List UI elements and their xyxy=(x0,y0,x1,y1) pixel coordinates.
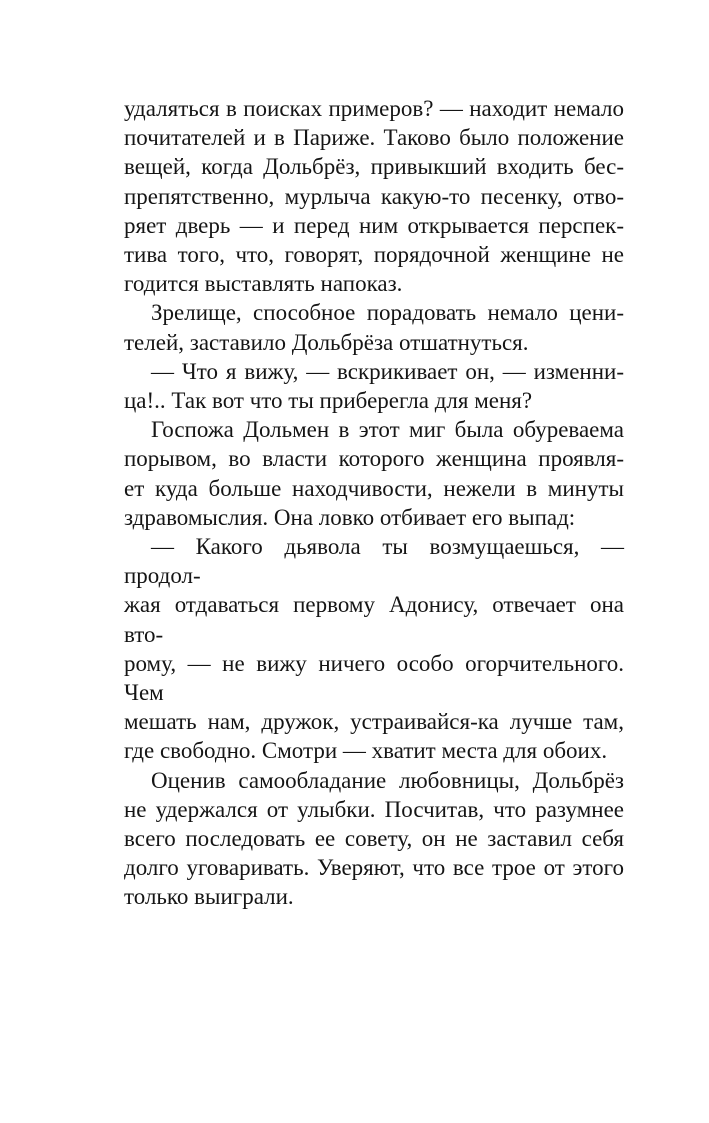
text-line: препятственно, мурлыча какую-то песенку, отво- xyxy=(124,183,624,209)
paragraph xyxy=(124,298,624,356)
text-line: мешать нам, дружок, устраивайся-ка лучше там, xyxy=(124,709,624,735)
text-line: почитателей и в Париже. Таково было положение xyxy=(124,125,624,151)
paragraph xyxy=(124,94,624,298)
text-line: здравомыслия. Она ловко отбивает его выпад: xyxy=(124,504,576,530)
text-line: где свободно. Смотри — хватит места для обоих. xyxy=(124,738,608,764)
text-line: Зрелище, способное порадовать немало цени- xyxy=(151,300,624,326)
text-line: Госпожа Дольмен в этот миг была обуреваема xyxy=(151,417,624,443)
text-line: вещей, когда Дольбрёз, привыкший входить бес- xyxy=(124,154,624,180)
paragraph xyxy=(124,532,624,766)
text-line: Оценив самообладание любовницы, Дольбрёз xyxy=(151,767,624,793)
text-line: ряет дверь — и перед ним открывается перспек- xyxy=(124,212,624,238)
text-line: удаляться в поисках примеров? — находит немало xyxy=(124,96,624,121)
text-line: жая отдаваться первому Адонису, отвечает она вто- xyxy=(124,592,624,647)
page-text xyxy=(124,94,624,912)
text-line: всего последовать ее совету, он не заставил себя xyxy=(124,826,624,852)
text-line: годится выставлять напоказ. xyxy=(124,271,403,297)
paragraph xyxy=(124,415,624,532)
text-line: не удержался от улыбки. Посчитав, что разумнее xyxy=(124,796,624,822)
paragraph xyxy=(124,357,624,415)
paragraph xyxy=(124,766,624,912)
text-line: долго уговаривать. Уверяют, что все трое от этого xyxy=(124,855,624,881)
text-line: только выиграли. xyxy=(124,884,294,910)
text-line: тива того, что, говорят, порядочной женщине не xyxy=(124,242,624,268)
text-line: ца!.. Так вот что ты приберегла для меня? xyxy=(124,388,533,414)
text-line: — Какого дьявола ты возмущаешься, — продол- xyxy=(124,534,624,589)
text-line: ет куда больше находчивости, нежели в минуты xyxy=(124,475,624,501)
text-line: рому, — не вижу ничего особо огорчительного. Чем xyxy=(124,650,624,706)
text-line: порывом, во власти которого женщина проявля- xyxy=(124,446,624,472)
text-line: — Что я вижу, — вскрикивает он, — изменни- xyxy=(151,358,624,384)
text-line: телей, заставило Дольбрёза отшатнуться. xyxy=(124,329,529,355)
